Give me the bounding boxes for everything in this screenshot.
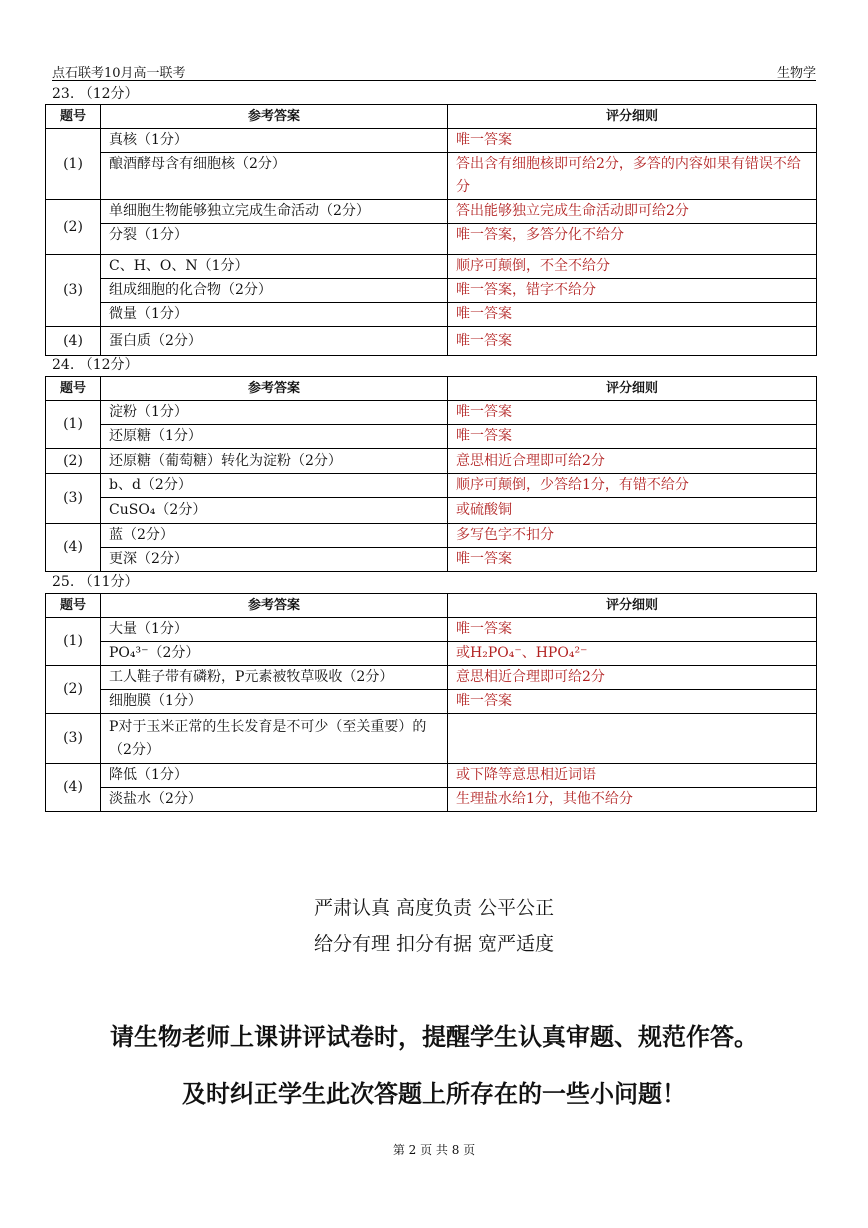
rule-cell: 唯一答案 xyxy=(448,425,817,449)
answer-cell: 淡盐水（2分） xyxy=(101,788,448,812)
col-header-answer: 参考答案 xyxy=(101,377,448,401)
question-number: (3) xyxy=(46,714,101,764)
answer-cell: 真核（1分） xyxy=(101,129,448,153)
answer-cell: 分裂（1分） xyxy=(101,224,448,255)
motto-line-1: 严肃认真 高度负责 公平公正 xyxy=(313,897,555,919)
rule-cell: 多写色字不扣分 xyxy=(448,524,817,548)
rule-cell: 唯一答案 xyxy=(448,548,817,572)
col-header-no: 题号 xyxy=(46,105,101,129)
question-number: (4) xyxy=(46,524,101,572)
rule-cell: 唯一答案 xyxy=(448,129,817,153)
col-header-rule: 评分细则 xyxy=(448,377,817,401)
q24-table xyxy=(45,376,817,572)
question-number: (3) xyxy=(46,474,101,524)
answer-cell: CuSO₄（2分） xyxy=(101,498,448,524)
col-header-answer: 参考答案 xyxy=(101,594,448,618)
col-header-rule: 评分细则 xyxy=(448,594,817,618)
question-number: (1) xyxy=(46,401,101,449)
answer-cell: PO₄³⁻（2分） xyxy=(101,642,448,666)
header-subject: 生物学 xyxy=(776,66,816,81)
answer-cell: 酿酒酵母含有细胞核（2分） xyxy=(101,153,448,200)
q25-title: 25. （11分） xyxy=(52,574,139,590)
page-header xyxy=(52,62,816,81)
rule-cell: 生理盐水给1分，其他不给分 xyxy=(448,788,817,812)
q25-table xyxy=(45,593,817,812)
answer-cell: 淀粉（1分） xyxy=(101,401,448,425)
answer-cell: 大量（1分） xyxy=(101,618,448,642)
rule-cell xyxy=(448,714,817,764)
answer-cell: 蛋白质（2分） xyxy=(101,327,448,356)
rule-cell: 唯一答案 xyxy=(448,303,817,327)
motto-line-2: 给分有理 扣分有据 宽严适度 xyxy=(313,933,555,955)
question-number: (4) xyxy=(46,764,101,812)
rule-cell: 意思相近合理即可给2分 xyxy=(448,666,817,690)
q23-title: 23. （12分） xyxy=(52,86,139,102)
col-header-rule: 评分细则 xyxy=(448,105,817,129)
question-number: (3) xyxy=(46,255,101,327)
rule-cell: 唯一答案 xyxy=(448,401,817,425)
answer-cell: 还原糖（1分） xyxy=(101,425,448,449)
rule-cell: 意思相近合理即可给2分 xyxy=(448,449,817,474)
rule-cell: 唯一答案，错字不给分 xyxy=(448,279,817,303)
col-header-answer: 参考答案 xyxy=(101,105,448,129)
answer-cell: 降低（1分） xyxy=(101,764,448,788)
rule-cell: 或硫酸铜 xyxy=(448,498,817,524)
question-number: (2) xyxy=(46,200,101,255)
question-number: (4) xyxy=(46,327,101,356)
rule-cell: 答出能够独立完成生命活动即可给2分 xyxy=(448,200,817,224)
rule-cell: 顺序可颠倒，少答给1分，有错不给分 xyxy=(448,474,817,498)
reminder-line-1: 请生物老师上课讲评试卷时，提醒学生认真审题、规范作答。 xyxy=(110,1023,758,1051)
reminder-line-2: 及时纠正学生此次答题上所存在的一些小问题！ xyxy=(182,1080,686,1108)
answer-cell: C、H、O、N（1分） xyxy=(101,255,448,279)
question-number: (1) xyxy=(46,618,101,666)
rule-cell: 唯一答案 xyxy=(448,690,817,714)
header-exam-name: 点石联考10月高一联考 xyxy=(52,66,186,81)
question-number: (2) xyxy=(46,449,101,474)
rule-cell: 或H₂PO₄⁻、HPO₄²⁻ xyxy=(448,642,817,666)
rule-cell: 唯一答案 xyxy=(448,618,817,642)
answer-cell: P对于玉米正常的生长发育是不可少（至关重要）的（2分） xyxy=(101,714,448,764)
rule-cell: 答出含有细胞核即可给2分，多答的内容如果有错误不给分 xyxy=(448,153,817,200)
answer-cell: 细胞膜（1分） xyxy=(101,690,448,714)
answer-cell: b、d（2分） xyxy=(101,474,448,498)
question-number: (2) xyxy=(46,666,101,714)
answer-cell: 工人鞋子带有磷粉，P元素被牧草吸收（2分） xyxy=(101,666,448,690)
col-header-no: 题号 xyxy=(46,377,101,401)
answer-cell: 单细胞生物能够独立完成生命活动（2分） xyxy=(101,200,448,224)
rule-cell: 或下降等意思相近词语 xyxy=(448,764,817,788)
answer-cell: 组成细胞的化合物（2分） xyxy=(101,279,448,303)
answer-cell: 更深（2分） xyxy=(101,548,448,572)
col-header-no: 题号 xyxy=(46,594,101,618)
rule-cell: 顺序可颠倒，不全不给分 xyxy=(448,255,817,279)
rule-cell: 唯一答案，多答分化不给分 xyxy=(448,224,817,255)
answer-cell: 蓝（2分） xyxy=(101,524,448,548)
rule-cell: 唯一答案 xyxy=(448,327,817,356)
page-footer: 第 2 页 共 8 页 xyxy=(392,1143,476,1157)
answer-cell: 微量（1分） xyxy=(101,303,448,327)
q23-table xyxy=(45,104,817,356)
q24-title: 24. （12分） xyxy=(52,357,139,373)
question-number: (1) xyxy=(46,129,101,200)
answer-cell: 还原糖（葡萄糖）转化为淀粉（2分） xyxy=(101,449,448,474)
